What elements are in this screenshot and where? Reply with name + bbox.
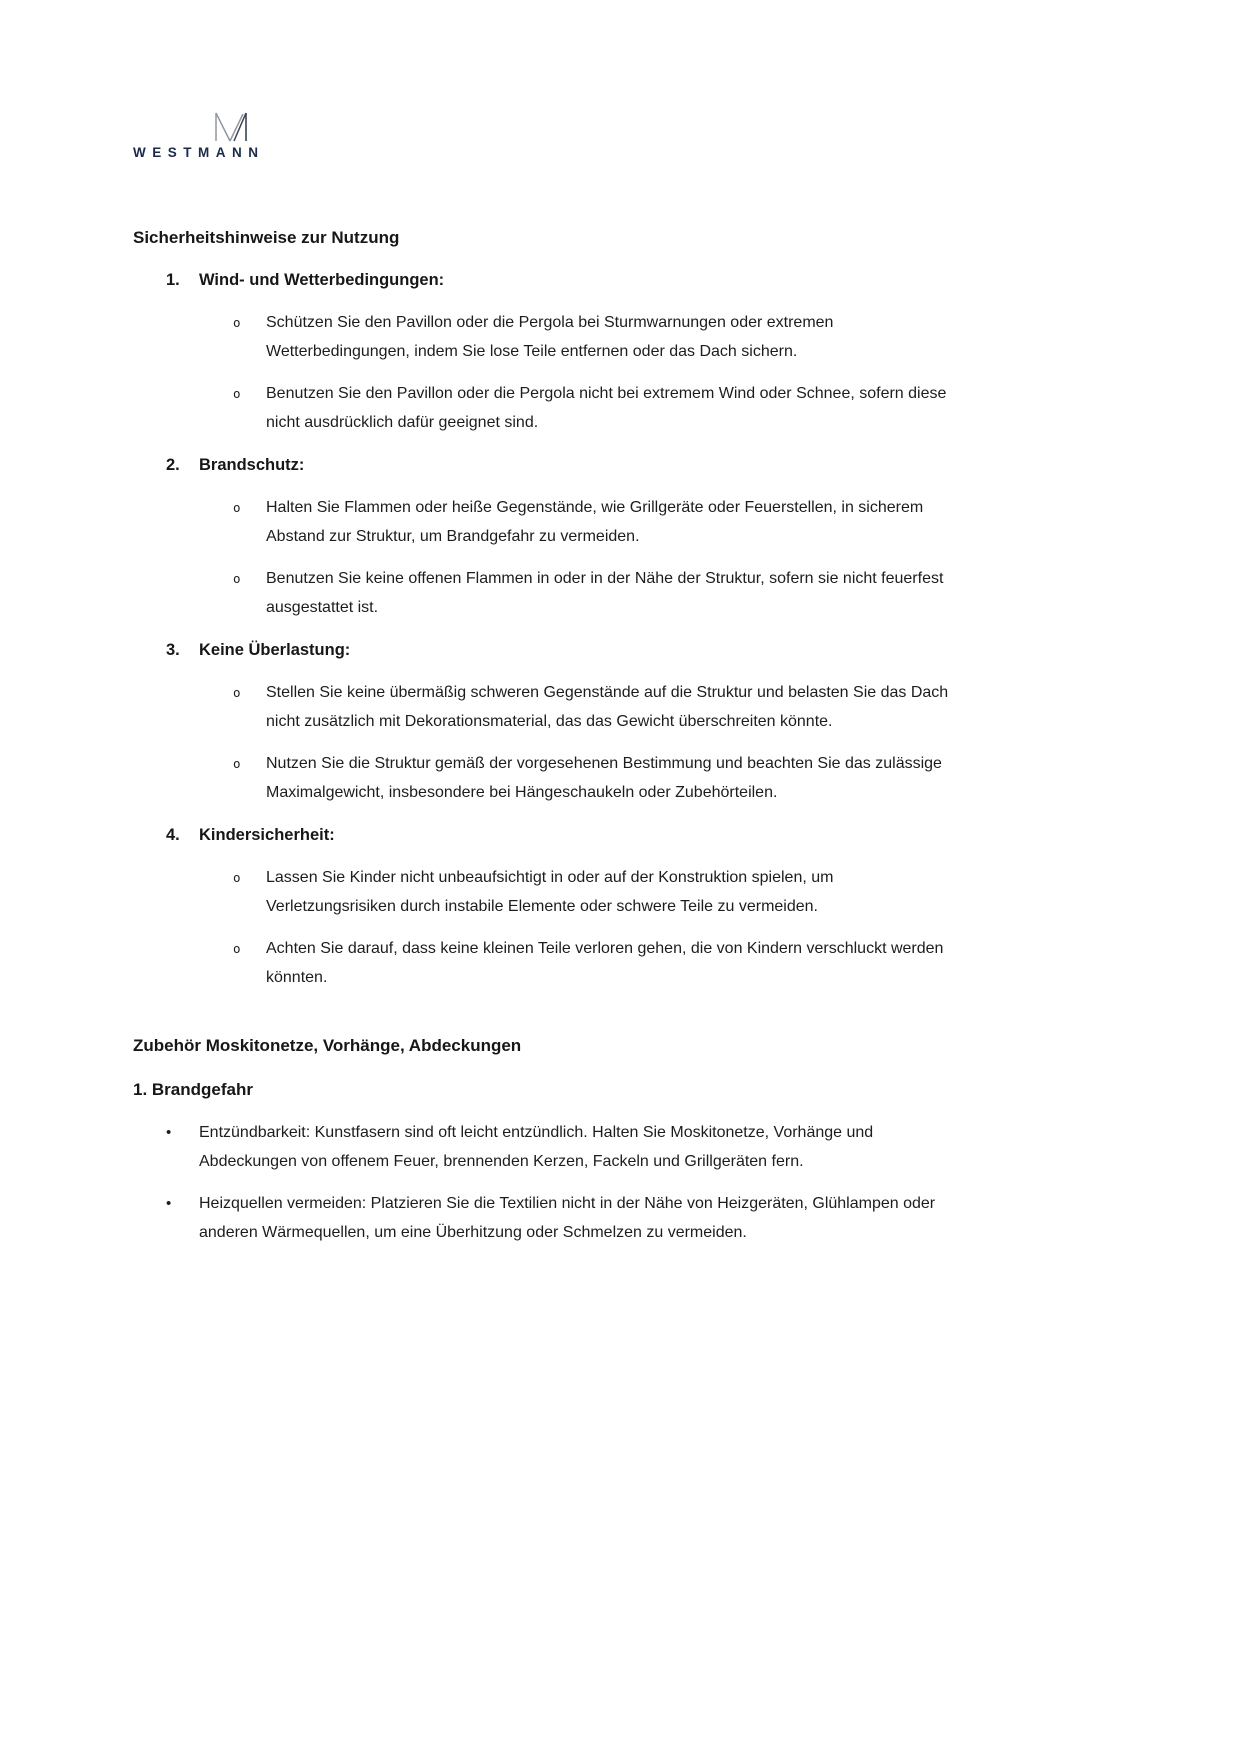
item-number: 4.	[166, 826, 180, 844]
document-body	[133, 226, 1113, 1260]
item-title: Wind- und Wetterbedingungen:	[199, 271, 445, 289]
bullet-item	[133, 1189, 1113, 1247]
section-heading-accessories: Zubehör Moskitonetze, Vorhänge, Abdeckungen	[133, 1036, 522, 1055]
sub-bullet-text: Nutzen Sie die Struktur gemäß der vorgesehenen Bestimmung und beachten Sie das zulässige Maximalgewicht, insbesondere bei Hängeschaukeln oder Zubehörteilen.	[266, 755, 942, 801]
sub-bullet-item	[133, 749, 1113, 807]
sub-bullet-item	[133, 493, 1113, 551]
sub-bullet-item	[133, 678, 1113, 736]
circle-bullet-marker: o	[233, 756, 241, 771]
numbered-item-title	[133, 268, 1113, 292]
sub-bullet-item	[133, 863, 1113, 921]
numbered-item-title	[133, 823, 1113, 847]
sub-bullet-text: Stellen Sie keine übermäßig schweren Gegenstände auf die Struktur und belasten Sie das Dach nicht zusätzlich mit Dekorationsmaterial, das das Gewicht überschreiten könnte.	[266, 684, 949, 730]
brand-logo	[133, 112, 293, 160]
circle-bullet-marker: o	[233, 870, 241, 885]
item-number: 2.	[166, 456, 180, 474]
circle-bullet-marker: o	[233, 941, 241, 956]
sub-bullet-text: Schützen Sie den Pavillon oder die Pergola bei Sturmwarnungen oder extremen Wetterbedingungen, indem Sie lose Teile entfernen oder das Dach sichern.	[266, 314, 834, 360]
bullet-item	[133, 1118, 1113, 1176]
brand-name: WESTMANN	[133, 145, 265, 160]
section-heading-safety: Sicherheitshinweise zur Nutzung	[133, 228, 400, 247]
item-title: Brandschutz:	[199, 456, 305, 474]
sub-bullet-item	[133, 934, 1113, 992]
sub-bullet-text: Benutzen Sie den Pavillon oder die Pergola nicht bei extremem Wind oder Schnee, sofern diese nicht ausdrücklich dafür geeignet sind.	[266, 385, 947, 431]
sub-bullet-text: Benutzen Sie keine offenen Flammen in oder in der Nähe der Struktur, sofern sie nicht feuerfest ausgestattet ist.	[266, 570, 944, 616]
circle-bullet-marker: o	[233, 500, 241, 515]
westmann-monogram-icon	[214, 112, 248, 142]
bullet-text: Heizquellen vermeiden: Platzieren Sie die Textilien nicht in der Nähe von Heizgeräten, Glühlampen oder anderen Wärmequellen, um eine Überhitzung oder Schmelzen zu vermeiden.	[199, 1195, 936, 1241]
subsection-heading-brandgefahr: 1. Brandgefahr	[133, 1080, 253, 1099]
item-number: 3.	[166, 641, 180, 659]
circle-bullet-marker: o	[233, 571, 241, 586]
numbered-item-title	[133, 453, 1113, 477]
item-title: Kindersicherheit:	[199, 826, 335, 844]
circle-bullet-marker: o	[233, 315, 241, 330]
sub-bullet-item	[133, 379, 1113, 437]
sub-bullet-text: Achten Sie darauf, dass keine kleinen Teile verloren gehen, die von Kindern verschluckt werden könnten.	[266, 940, 944, 986]
sub-bullet-text: Halten Sie Flammen oder heiße Gegenstände, wie Grillgeräte oder Feuerstellen, in sicherem Abstand zur Struktur, um Brandgefahr zu vermeiden.	[266, 499, 924, 545]
item-number: 1.	[166, 271, 180, 289]
sub-bullet-item	[133, 564, 1113, 622]
sub-bullet-item	[133, 308, 1113, 366]
bullet-text: Entzündbarkeit: Kunstfasern sind oft leicht entzündlich. Halten Sie Moskitonetze, Vorhänge und Abdeckungen von offenem Feuer, brennenden Kerzen, Fackeln und Grillgeräten fern.	[199, 1124, 874, 1170]
disc-bullet-marker: •	[166, 1124, 172, 1141]
circle-bullet-marker: o	[233, 386, 241, 401]
sub-bullet-text: Lassen Sie Kinder nicht unbeaufsichtigt in oder auf der Konstruktion spielen, um Verletzungsrisiken durch instabile Elemente oder schwere Teile zu vermeiden.	[266, 869, 834, 915]
disc-bullet-marker: •	[166, 1195, 172, 1212]
circle-bullet-marker: o	[233, 685, 241, 700]
item-title: Keine Überlastung:	[199, 641, 351, 659]
numbered-item-title	[133, 638, 1113, 662]
